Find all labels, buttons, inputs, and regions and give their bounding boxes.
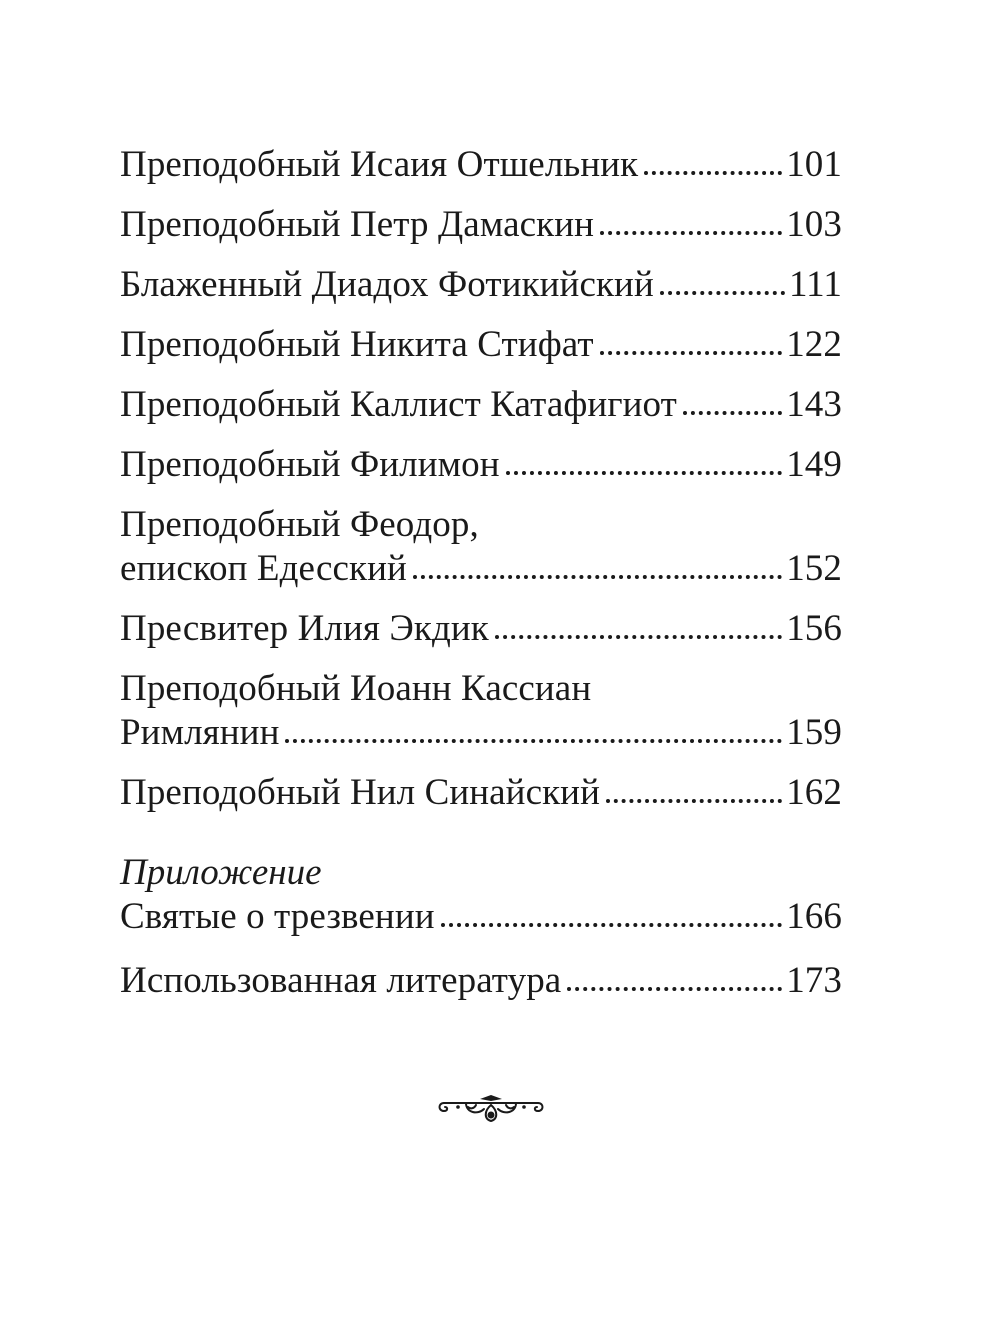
toc-entry[interactable] bbox=[120, 143, 842, 187]
toc-page-number: 143 bbox=[786, 384, 842, 425]
toc-entry[interactable] bbox=[120, 383, 842, 427]
toc-entry-title-line1: Преподобный Феодор, bbox=[120, 504, 479, 545]
toc-entry-title-line1: Преподобный Иоанн Кассиан bbox=[120, 668, 592, 709]
toc-page-number: 159 bbox=[786, 712, 842, 753]
toc-page-number: 122 bbox=[786, 324, 842, 365]
toc-leader-dots bbox=[567, 981, 782, 991]
toc-entry-title: Преподобный Каллист Катафигиот bbox=[120, 384, 677, 425]
toc-leader-dots bbox=[495, 629, 782, 639]
table-of-contents bbox=[120, 143, 842, 1019]
decorative-vignette-icon bbox=[436, 1091, 546, 1125]
toc-entry-references[interactable] bbox=[120, 959, 842, 1003]
toc-leader-dots bbox=[285, 733, 782, 743]
toc-leader-dots bbox=[606, 793, 782, 803]
appendix-heading: Приложение bbox=[120, 852, 322, 893]
toc-page-number: 152 bbox=[786, 548, 842, 589]
toc-entry[interactable] bbox=[120, 771, 842, 815]
toc-page-number: 166 bbox=[786, 896, 842, 937]
toc-leader-dots bbox=[506, 465, 783, 475]
toc-entry-title: Использованная литература bbox=[120, 960, 562, 1001]
toc-entry-title: Блаженный Диадох Фотикийский bbox=[120, 264, 654, 305]
toc-entry-title: Святые о трезвении bbox=[120, 896, 435, 937]
toc-leader-dots bbox=[644, 165, 782, 175]
toc-leader-dots bbox=[413, 569, 782, 579]
toc-leader-dots bbox=[600, 345, 783, 355]
toc-page-number: 162 bbox=[786, 772, 842, 813]
toc-entry-title: Преподобный Исаия Отшельник bbox=[120, 144, 639, 185]
toc-entry-title: Преподобный Петр Дамаскин bbox=[120, 204, 594, 245]
toc-leader-dots bbox=[441, 917, 783, 927]
toc-page-number: 111 bbox=[788, 264, 842, 305]
toc-entry[interactable] bbox=[120, 203, 842, 247]
toc-entry[interactable] bbox=[120, 667, 842, 755]
toc-page-number: 101 bbox=[786, 144, 842, 185]
toc-entry-appendix[interactable] bbox=[120, 895, 842, 939]
toc-leader-dots bbox=[683, 405, 782, 415]
toc-entry-title-line2: епископ Едесский bbox=[120, 548, 407, 589]
toc-entry-title: Пресвитер Илия Экдик bbox=[120, 608, 489, 649]
toc-entry[interactable] bbox=[120, 503, 842, 591]
toc-entry[interactable] bbox=[120, 263, 842, 307]
toc-page-number: 149 bbox=[786, 444, 842, 485]
toc-page-number: 103 bbox=[786, 204, 842, 245]
toc-entry[interactable] bbox=[120, 443, 842, 487]
toc-leader-dots bbox=[660, 285, 785, 295]
toc-leader-dots bbox=[600, 225, 782, 235]
toc-page-number: 173 bbox=[786, 960, 842, 1001]
toc-page-number: 156 bbox=[786, 608, 842, 649]
toc-entry[interactable] bbox=[120, 607, 842, 651]
toc-entry-title-line2: Римлянин bbox=[120, 712, 280, 753]
toc-entry-title: Преподобный Филимон bbox=[120, 444, 500, 485]
toc-entry[interactable] bbox=[120, 323, 842, 367]
section-spacer bbox=[120, 831, 842, 849]
toc-entry-title: Преподобный Нил Синайский bbox=[120, 772, 600, 813]
toc-entry-title: Преподобный Никита Стифат bbox=[120, 324, 594, 365]
